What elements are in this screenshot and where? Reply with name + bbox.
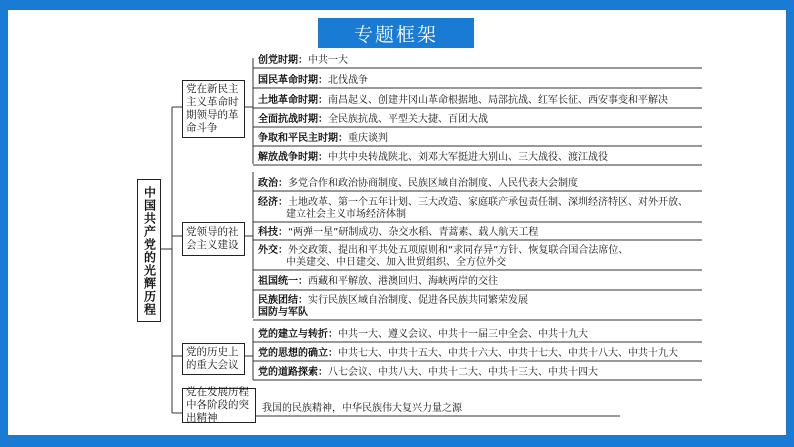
category-spirit-label: 党在发展历程中各阶段的突出精神 <box>186 386 249 424</box>
list-item: 创党时期：中共一大 <box>258 55 348 66</box>
list-item: 经济：土地改革、第一个五年计划、三大改造、家庭联产承包责任制、深圳经济特区、对外开放、 <box>258 197 688 208</box>
list-item: 国防与军队 <box>258 307 308 318</box>
list-item: 科技：“两弹一星”研制成功、杂交水稻、青蒿素、载人航天工程 <box>258 227 539 238</box>
list-item: 党的思想的确立：中共七大、中共十五大、中共十六大、中共十七大、中共十八大、中共十九大 <box>258 348 678 359</box>
list-item: 解放战争时期：中共中央转战陕北、刘邓大军挺进大别山、三大战役、渡江战役 <box>258 152 608 163</box>
category-meetings <box>182 343 245 375</box>
list-item: 我国的民族精神，中华民族伟大复兴力量之源 <box>262 403 462 414</box>
list-item: 祖国统一：西藏和平解放、港澳回归、海峡两岸的交往 <box>258 276 498 287</box>
list-item: 国民革命时期：北伐战争 <box>258 75 368 86</box>
category-revolution <box>182 80 245 138</box>
list-item: 外交：外交政策、提出和平共处五项原则和“求同存异”方针、恢复联合国合法席位、 <box>258 245 629 256</box>
list-item: 民族团结：实行民族区域自治制度、促进各民族共同繁荣发展 <box>258 295 528 306</box>
category-spirit <box>182 388 256 423</box>
category-construction-label: 党领导的社会主义建设 <box>186 226 239 251</box>
list-item: 争取和平民主时期：重庆谈判 <box>258 133 388 144</box>
list-item: 政治：多党合作和政治协商制度、民族区域自治制度、人民代表大会制度 <box>258 178 578 189</box>
category-construction <box>182 222 245 256</box>
root-topic: 中国共产党的光辉历程 <box>137 179 161 322</box>
list-item: 党的道路探索：八七会议、中共八大、中共十二大、中共十三大、中共十四大 <box>258 367 598 378</box>
list-item-continued: 建立社会主义市场经济体制 <box>286 209 406 220</box>
list-item-continued: 中美建交、中日建交、加入世贸组织、全方位外交 <box>286 257 506 268</box>
page-title: 专题框架 <box>318 18 474 48</box>
category-revolution-label: 党在新民主主义革命时期领导的革命斗争 <box>186 83 239 134</box>
category-meetings-label: 党的历史上的重大会议 <box>186 346 239 371</box>
list-item: 全面抗战时期：全民族抗战、平型关大捷、百团大战 <box>258 114 488 125</box>
list-item: 党的建立与转折：中共一大、遵义会议、中共十一届三中全会、中共十九大 <box>258 329 588 340</box>
list-item: 土地革命时期：南昌起义、创建井冈山革命根据地、局部抗战、红军长征、西安事变和平解决 <box>258 95 668 106</box>
